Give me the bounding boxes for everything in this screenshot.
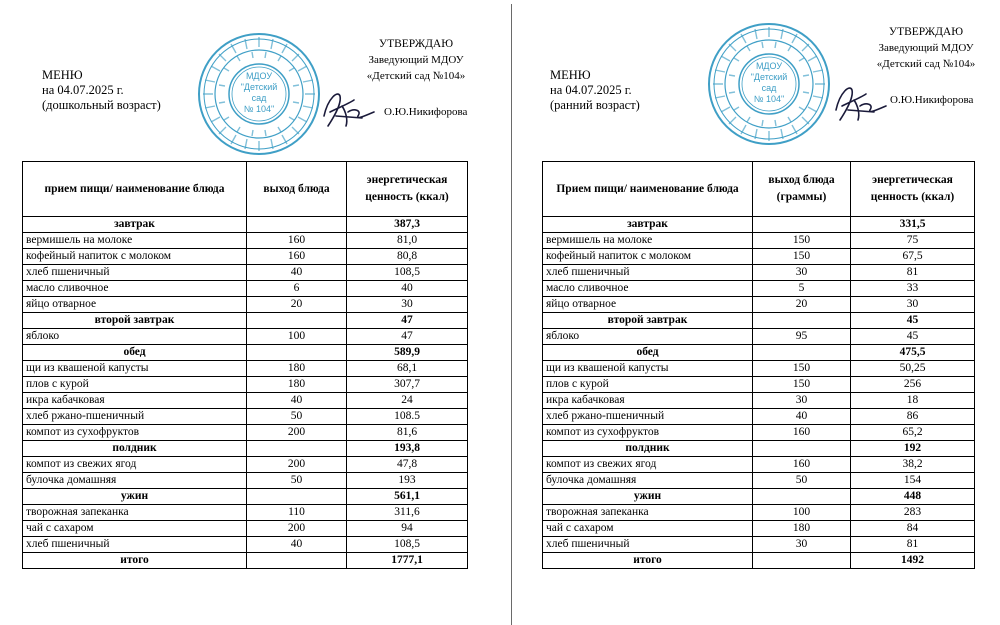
menu-table	[22, 161, 468, 569]
dish-portion: 50	[753, 473, 851, 489]
signer-name: О.Ю.Никифорова	[384, 106, 468, 118]
meal-section-row	[543, 489, 975, 505]
table-row	[543, 329, 975, 345]
dish-portion: 30	[753, 265, 851, 281]
dish-kcal: 108.5	[347, 409, 468, 425]
approval-head: УТВЕРЖДАЮ	[888, 26, 964, 38]
table-row	[23, 361, 468, 377]
table-row	[543, 473, 975, 489]
stamp-text-1: МДОУ	[245, 71, 273, 81]
table-row	[543, 537, 975, 553]
dish-kcal: 193	[347, 473, 468, 489]
dish-portion: 180	[753, 521, 851, 537]
dish-name: кофейный напиток с молоком	[543, 249, 753, 265]
approval-org: «Детский сад №104»	[366, 70, 466, 82]
table-row	[23, 457, 468, 473]
dish-portion	[753, 489, 851, 505]
meal-name: второй завтрак	[23, 313, 247, 329]
dish-kcal: 67,5	[851, 249, 975, 265]
dish-name: масло сливочное	[23, 281, 247, 297]
dish-portion	[753, 553, 851, 569]
meal-kcal-total: 1777,1	[347, 553, 468, 569]
table-row	[23, 377, 468, 393]
table-row	[543, 281, 975, 297]
dish-kcal: 283	[851, 505, 975, 521]
meal-name: завтрак	[543, 217, 753, 233]
table-row	[543, 297, 975, 313]
header-portion: выход блюда (граммы)	[753, 162, 851, 217]
dish-kcal: 47	[347, 329, 468, 345]
table-row	[23, 409, 468, 425]
dish-portion: 50	[247, 473, 347, 489]
header-portion: выход блюда	[247, 162, 347, 217]
dish-name: компот из свежих ягод	[543, 457, 753, 473]
stamp-text-3: сад	[761, 83, 777, 93]
dish-name: булочка домашняя	[543, 473, 753, 489]
dish-name: творожная запеканка	[543, 505, 753, 521]
signer-name: О.Ю.Никифорова	[890, 94, 974, 106]
header-meal: прием пищи/ наименование блюда	[23, 162, 247, 217]
table-header-row	[543, 162, 975, 217]
table-row	[23, 393, 468, 409]
meal-name: завтрак	[23, 217, 247, 233]
stamp-text-1: МДОУ	[755, 61, 783, 71]
menu-early-age	[510, 0, 1000, 625]
approval-position: Заведующий МДОУ	[878, 42, 974, 54]
dish-portion	[753, 217, 851, 233]
dish-portion	[753, 441, 851, 457]
dish-kcal: 154	[851, 473, 975, 489]
menu-table	[542, 161, 975, 569]
table-row	[543, 521, 975, 537]
official-stamp	[195, 30, 323, 158]
dish-portion	[753, 345, 851, 361]
meal-name: полдник	[543, 441, 753, 457]
table-row	[543, 233, 975, 249]
dish-name: яблоко	[23, 329, 247, 345]
dish-kcal: 94	[347, 521, 468, 537]
dish-portion: 20	[753, 297, 851, 313]
dish-kcal: 50,25	[851, 361, 975, 377]
dish-portion: 150	[753, 233, 851, 249]
dish-kcal: 68,1	[347, 361, 468, 377]
dish-name: хлеб пшеничный	[23, 265, 247, 281]
dish-portion: 20	[247, 297, 347, 313]
approval-head: УТВЕРЖДАЮ	[378, 38, 454, 50]
dish-name: компот из свежих ягод	[23, 457, 247, 473]
dish-name: хлеб пшеничный	[543, 537, 753, 553]
dish-portion: 100	[753, 505, 851, 521]
stamp-text-4: № 104"	[753, 94, 785, 104]
dish-portion	[247, 441, 347, 457]
meal-section-row	[23, 313, 468, 329]
dish-kcal: 311,6	[347, 505, 468, 521]
dish-name: щи из квашеной капусты	[543, 361, 753, 377]
dish-portion	[247, 217, 347, 233]
dish-name: икра кабачковая	[23, 393, 247, 409]
meal-kcal-total: 475,5	[851, 345, 975, 361]
table-row	[543, 361, 975, 377]
meal-name: итого	[543, 553, 753, 569]
signature-mark	[830, 80, 890, 124]
meal-section-row	[23, 489, 468, 505]
meal-section-row	[23, 345, 468, 361]
dish-portion: 180	[247, 361, 347, 377]
dish-name: плов с курой	[23, 377, 247, 393]
table-row	[543, 425, 975, 441]
dish-portion: 30	[753, 393, 851, 409]
dish-name: масло сливочное	[543, 281, 753, 297]
dish-portion: 40	[753, 409, 851, 425]
dish-portion: 200	[247, 521, 347, 537]
meal-section-row	[23, 441, 468, 457]
dish-kcal: 33	[851, 281, 975, 297]
menu-heading	[42, 68, 161, 113]
table-row	[543, 249, 975, 265]
dish-portion: 5	[753, 281, 851, 297]
meal-kcal-total: 561,1	[347, 489, 468, 505]
dish-name: вермишель на молоке	[543, 233, 753, 249]
official-stamp	[705, 20, 833, 148]
dish-name: чай с сахаром	[543, 521, 753, 537]
dish-portion: 160	[753, 457, 851, 473]
dish-kcal: 81	[851, 537, 975, 553]
dish-kcal: 81,6	[347, 425, 468, 441]
dish-kcal: 108,5	[347, 537, 468, 553]
table-row	[23, 297, 468, 313]
header-meal: Прием пищи/ наименование блюда	[543, 162, 753, 217]
table-row	[23, 473, 468, 489]
dish-name: плов с курой	[543, 377, 753, 393]
dish-kcal: 38,2	[851, 457, 975, 473]
dish-portion	[247, 489, 347, 505]
table-row	[23, 425, 468, 441]
dish-kcal: 81	[851, 265, 975, 281]
approval-block	[352, 36, 480, 84]
dish-kcal: 24	[347, 393, 468, 409]
dish-kcal: 30	[347, 297, 468, 313]
table-header-row	[23, 162, 468, 217]
dish-kcal: 108,5	[347, 265, 468, 281]
dish-kcal: 86	[851, 409, 975, 425]
menu-preschool	[0, 0, 490, 625]
dish-name: вермишель на молоке	[23, 233, 247, 249]
dish-name: яйцо отварное	[543, 297, 753, 313]
dish-kcal: 84	[851, 521, 975, 537]
table-row	[23, 521, 468, 537]
dish-name: щи из квашеной капусты	[23, 361, 247, 377]
table-row	[23, 505, 468, 521]
header-energy: энергетическая ценность (ккал)	[851, 162, 975, 217]
dish-name: яйцо отварное	[23, 297, 247, 313]
dish-portion: 110	[247, 505, 347, 521]
table-row	[23, 537, 468, 553]
approval-block	[862, 24, 990, 72]
dish-name: булочка домашняя	[23, 473, 247, 489]
dish-portion: 200	[247, 425, 347, 441]
dish-portion	[753, 313, 851, 329]
dish-name: хлеб пшеничный	[23, 537, 247, 553]
approval-position: Заведующий МДОУ	[368, 54, 464, 66]
dish-portion: 160	[753, 425, 851, 441]
meal-name: ужин	[543, 489, 753, 505]
table-row	[23, 249, 468, 265]
table-row	[543, 457, 975, 473]
dish-portion: 40	[247, 537, 347, 553]
meal-name: полдник	[23, 441, 247, 457]
dish-portion: 150	[753, 377, 851, 393]
dish-portion: 150	[753, 249, 851, 265]
header-energy: энергетическая ценность (ккал)	[347, 162, 468, 217]
meal-section-row	[23, 553, 468, 569]
meal-section-row	[23, 217, 468, 233]
dish-portion	[247, 345, 347, 361]
dish-portion: 100	[247, 329, 347, 345]
menu-word: МЕНЮ	[550, 68, 591, 82]
dish-kcal: 30	[851, 297, 975, 313]
dish-kcal: 81,0	[347, 233, 468, 249]
menu-date: на 04.07.2025 г.	[42, 83, 124, 97]
dish-name: кофейный напиток с молоком	[23, 249, 247, 265]
meal-name: обед	[23, 345, 247, 361]
dish-kcal: 75	[851, 233, 975, 249]
dish-portion: 40	[247, 393, 347, 409]
table-row	[23, 281, 468, 297]
dish-name: хлеб ржано-пшеничный	[543, 409, 753, 425]
dish-kcal: 47,8	[347, 457, 468, 473]
stamp-text-3: сад	[251, 93, 267, 103]
meal-name: итого	[23, 553, 247, 569]
dish-portion: 95	[753, 329, 851, 345]
dish-kcal: 256	[851, 377, 975, 393]
menu-word: МЕНЮ	[42, 68, 83, 82]
stamp-text-2: "Детский	[240, 82, 278, 92]
dish-portion: 160	[247, 249, 347, 265]
meal-kcal-total: 387,3	[347, 217, 468, 233]
table-row	[23, 329, 468, 345]
table-row	[23, 265, 468, 281]
meal-kcal-total: 1492	[851, 553, 975, 569]
meal-name: обед	[543, 345, 753, 361]
dish-name: хлеб пшеничный	[543, 265, 753, 281]
meal-kcal-total: 47	[347, 313, 468, 329]
menu-date: на 04.07.2025 г.	[550, 83, 632, 97]
dish-portion	[247, 553, 347, 569]
dish-portion: 6	[247, 281, 347, 297]
meal-section-row	[543, 313, 975, 329]
dish-kcal: 307,7	[347, 377, 468, 393]
dish-kcal: 18	[851, 393, 975, 409]
dish-kcal: 80,8	[347, 249, 468, 265]
dish-portion: 150	[753, 361, 851, 377]
dish-name: компот из сухофруктов	[543, 425, 753, 441]
meal-kcal-total: 192	[851, 441, 975, 457]
dish-portion: 160	[247, 233, 347, 249]
meal-kcal-total: 589,9	[347, 345, 468, 361]
dish-name: хлеб ржано-пшеничный	[23, 409, 247, 425]
meal-name: второй завтрак	[543, 313, 753, 329]
dish-name: творожная запеканка	[23, 505, 247, 521]
table-row	[543, 393, 975, 409]
approval-org: «Детский сад №104»	[876, 58, 976, 70]
dish-portion	[247, 313, 347, 329]
menu-heading	[550, 68, 640, 113]
meal-section-row	[543, 217, 975, 233]
menu-age-group: (ранний возраст)	[550, 98, 640, 112]
dish-name: икра кабачковая	[543, 393, 753, 409]
meal-section-row	[543, 553, 975, 569]
dish-name: компот из сухофруктов	[23, 425, 247, 441]
dish-kcal: 40	[347, 281, 468, 297]
meal-section-row	[543, 345, 975, 361]
table-row	[543, 377, 975, 393]
meal-kcal-total: 193,8	[347, 441, 468, 457]
meal-kcal-total: 448	[851, 489, 975, 505]
dish-portion: 50	[247, 409, 347, 425]
table-row	[543, 409, 975, 425]
meal-kcal-total: 331,5	[851, 217, 975, 233]
dish-portion: 40	[247, 265, 347, 281]
meal-section-row	[543, 441, 975, 457]
dish-kcal: 65,2	[851, 425, 975, 441]
signature-mark	[318, 86, 378, 130]
meal-kcal-total: 45	[851, 313, 975, 329]
stamp-text-2: "Детский	[750, 72, 788, 82]
meal-name: ужин	[23, 489, 247, 505]
table-row	[543, 505, 975, 521]
menu-age-group: (дошкольный возраст)	[42, 98, 161, 112]
dish-kcal: 45	[851, 329, 975, 345]
table-row	[543, 265, 975, 281]
dish-name: чай с сахаром	[23, 521, 247, 537]
dish-portion: 30	[753, 537, 851, 553]
stamp-text-4: № 104"	[243, 104, 275, 114]
dish-portion: 180	[247, 377, 347, 393]
dish-portion: 200	[247, 457, 347, 473]
table-row	[23, 233, 468, 249]
dish-name: яблоко	[543, 329, 753, 345]
